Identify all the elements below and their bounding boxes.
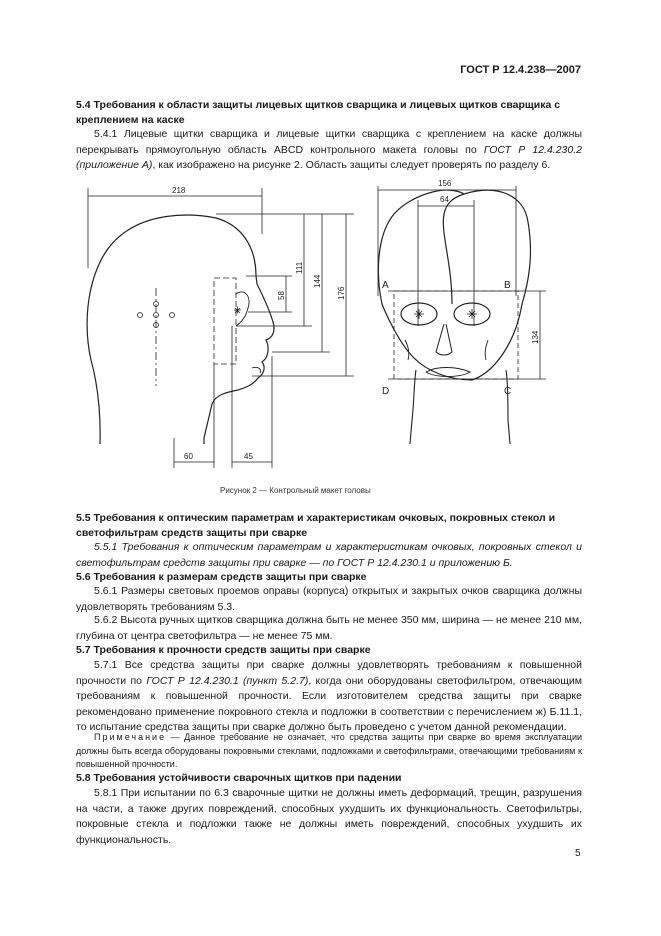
- note: Примечание — Данное требование не означает, что средства защиты при сварке во время эксплуатации должны быть всегда оборудованы покровными стеклами, подложками и светофильтрами, отвечающими требованиям к повышенной прочности.: [76, 732, 582, 770]
- dim-134: 134: [531, 330, 540, 344]
- figure-caption: Рисунок 2 — Контрольный макет головы: [220, 486, 371, 495]
- front-nose: [436, 324, 452, 355]
- dim-218: 218: [172, 186, 186, 195]
- section-5-4-title: 5.4 Требования к области защиты лицевых щитков сварщика и лицевых щитков сварщика с креплением на каске: [76, 99, 561, 126]
- paragraph-5-4-1: 5.4.1 Лицевые щитки сварщика и лицевые щитки сварщика с креплением на каске должны перекрывать прямоугольную область ABCD контрольного макета головы по ГОСТ Р 12.4.230.2 (приложение А), как изображено на рисунке 2. Область защиты следует проверять по разделу 6.: [76, 128, 582, 172]
- paragraph-5-6-2: 5.6.2 Высота ручных щитков сварщика должна быть не менее 350 мм, ширина — не менее 210 мм, глубина от центра светофильтра — не менее 75 мм.: [76, 614, 582, 642]
- side-ear: [236, 292, 249, 326]
- dim-144: 144: [313, 274, 322, 288]
- paragraph-5-5-1: 5.5.1 Требования к оптическим параметрам и характеристикам очковых, покровных стекол и светофильтрам средств защиты при сварке — по ГОСТ Р 12.4.230.1 и приложению Б.: [76, 541, 582, 569]
- dim-64: 64: [440, 195, 449, 204]
- standard-reference: ГОСТ Р 12.4.230.1 (пункт 5.2.7): [146, 674, 309, 687]
- front-mouth: [426, 368, 470, 377]
- standard-reference: ГОСТ Р 12.4.230.2 (приложение А): [76, 143, 582, 172]
- point-c: C: [504, 386, 512, 397]
- section-5-6-title: 5.6 Требования к размерам средств защиты при сварке: [76, 571, 367, 583]
- side-lip: [252, 367, 261, 373]
- section-5-8-title: 5.8 Требования устойчивости сварочных щитков при падении: [76, 772, 402, 784]
- point-a: A: [382, 280, 389, 291]
- dim-58: 58: [277, 291, 286, 300]
- paragraph-5-8-1: 5.8.1 При испытании по 6.3 сварочные щитки не должны иметь деформаций, трещин, разрушения на части, а также других повреждений, способных ухудшить их функциональность. Светофильтры, покровные стекла и подложки также не должны иметь повреждений, способных ухудшить их функциональность.: [76, 787, 582, 846]
- dim-60: 60: [184, 452, 193, 461]
- document-id: ГОСТ Р 12.4.238—2007: [460, 64, 581, 76]
- paragraph-5-7-1: 5.7.1 Все средства защиты при сварке должны удовлетворять требованиям к повышенной прочности по ГОСТ Р 12.4.230.1 (пункт 5.2.7), когда они оборудованы светофильтром, отвечающим требованиям к повышенной прочности. Если изготовителем средства защиты при сварке рекомендовано применение покровного стекла и подложки в соответствии с перечислением ж) Б.11.1, то испытание средства защиты при сварке должно быть проведено с учетом данной рекомендации.: [76, 659, 582, 734]
- side-head-outline: [87, 215, 274, 444]
- point-d: D: [382, 386, 390, 397]
- section-5-7-title: 5.7 Требования к прочности средств защиты при сварке: [76, 644, 371, 656]
- dim-176: 176: [337, 286, 346, 300]
- front-neck: [410, 370, 510, 444]
- paragraph-5-6-1: 5.6.1 Размеры световых проемов оправы (корпуса) открытых и закрытых очков сварщика должны удовлетворять требованиям 5.3.: [76, 585, 582, 613]
- page-number: 5: [575, 848, 581, 859]
- point-b: B: [504, 280, 511, 291]
- dim-156: 156: [438, 179, 452, 188]
- note-label: Примечание: [94, 732, 167, 742]
- figure-head-model: [76, 176, 596, 476]
- dim-111: 111: [295, 261, 304, 274]
- dim-45: 45: [244, 452, 253, 461]
- section-5-5-title: 5.5 Требования к оптическим параметрам и характеристикам очковых, покровных стекол и светофильтрам средств защиты при сварке: [76, 512, 556, 539]
